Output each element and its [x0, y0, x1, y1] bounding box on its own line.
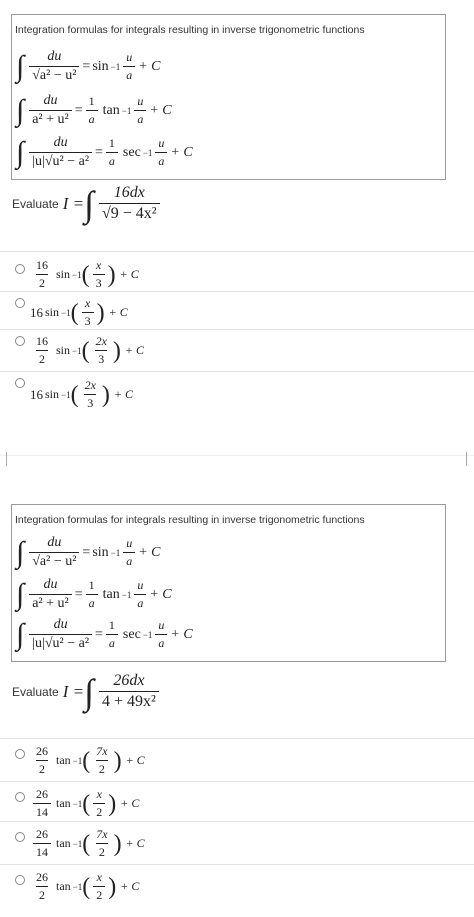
radio-button[interactable] [15, 832, 25, 842]
divider [0, 455, 474, 456]
answer-expression: $\frac{26}{14}$ tan −1 ( $\frac{x}{2}$ ) + C [30, 787, 139, 820]
argument-fraction: $\frac{u}{a}$ [155, 136, 167, 169]
integral-sign: ∫ [16, 49, 25, 83]
integral-sign: ∫ [16, 135, 25, 169]
formula-row-tan: ∫ $\frac{du}{\text{a² + u²}}$ = $\frac{1}{a}$ tan −1 $\frac{u}{a}$ + C [16, 93, 172, 127]
answer-option-4[interactable] [0, 371, 474, 416]
formula-row-sec: ∫ $\frac{du}{\text{|u|√u² − a²}}$ = $\frac{1}{a}$ sec −1 $\frac{u}{a}$ + C [16, 617, 193, 651]
answer-option-3[interactable] [0, 821, 474, 865]
formula-fraction: $\frac{du}{\text{|u|√u² − a²}}$ [29, 617, 92, 652]
radio-button[interactable] [15, 264, 25, 274]
answer-expression: 16 sin −1 ( $\frac{2x}{3}$ ) + C [30, 378, 134, 410]
argument-fraction: $\frac{u}{a}$ [155, 618, 167, 651]
answer-expression: $\frac{16}{2}$ sin −1 ( $\frac{x}{3}$ ) + C [36, 258, 139, 290]
evaluate-prompt [12, 672, 162, 711]
answer-expression: $\frac{26}{2}$ tan −1 ( $\frac{7x}{2}$ ) + C [36, 744, 145, 776]
formula-row-sin: ∫ $\frac{du}{\text{√a² − u²}}$ = sin −1 $\frac{u}{a}$ + C [16, 535, 161, 569]
integral-sign: ∫ [84, 671, 94, 712]
answer-expression: $\frac{16}{2}$ sin −1 ( $\frac{2x}{3}$ ) + C [36, 334, 145, 366]
formula-fraction: $\frac{du}{\text{a² + u²}}$ [29, 93, 72, 128]
formula-box-title: Integration formulas for integrals resulting in inverse trigonometric functions [15, 514, 365, 526]
integral-sign: ∫ [84, 183, 94, 224]
answer-expression: 16 sin −1 ( $\frac{x}{3}$ ) + C [30, 296, 128, 328]
radio-button[interactable] [15, 749, 25, 759]
formula-fraction: $\frac{du}{\text{√a² − u²}}$ [29, 535, 79, 570]
radio-button[interactable] [15, 378, 25, 388]
formula-box-title: Integration formulas for integrals resulting in inverse trigonometric functions [15, 24, 365, 36]
formula-fraction: $\frac{du}{\text{√a² − u²}}$ [29, 49, 79, 84]
formula-box [11, 504, 446, 662]
answer-option-4[interactable] [0, 864, 474, 915]
argument-fraction: $\frac{u}{a}$ [123, 536, 135, 569]
evaluate-variable: I = [62, 681, 85, 701]
formula-fraction: $\frac{du}{\text{|u|√u² − a²}}$ [29, 135, 92, 170]
integral-sign: ∫ [16, 577, 25, 611]
answer-option-2[interactable] [0, 781, 474, 822]
answer-option-2[interactable] [0, 291, 474, 330]
coefficient-fraction: $\frac{1}{a}$ [86, 94, 98, 127]
coefficient-fraction: $\frac{1}{a}$ [86, 578, 98, 611]
formula-row-tan: ∫ $\frac{du}{\text{a² + u²}}$ = $\frac{1}{a}$ tan −1 $\frac{u}{a}$ + C [16, 577, 172, 611]
formula-fraction: $\frac{du}{\text{a² + u²}}$ [29, 577, 72, 612]
evaluate-variable: I = [62, 193, 85, 213]
argument-fraction: $\frac{u}{a}$ [123, 50, 135, 83]
radio-button[interactable] [15, 336, 25, 346]
integral-sign: ∫ [16, 93, 25, 127]
integral-sign: ∫ [16, 535, 25, 569]
argument-fraction: $\frac{u}{a}$ [134, 578, 146, 611]
integrand: $\frac{16dx}{\text{√9 − 4x²}}$ [99, 184, 160, 223]
formula-row-sin: ∫ $\frac{du}{\text{√a² − u²}}$ = sin −1 $\frac{u}{a}$ + C [16, 49, 161, 83]
divider-mark-right [466, 452, 474, 466]
integrand: $\frac{26dx}{\text{4 + 49x²}}$ [99, 672, 159, 711]
coefficient-fraction: $\frac{1}{a}$ [106, 618, 118, 651]
formula-box [11, 14, 446, 180]
answer-option-3[interactable] [0, 329, 474, 372]
answer-option-1[interactable] [0, 738, 474, 782]
formula-row-sec: ∫ $\frac{du}{\text{|u|√u² − a²}}$ = $\frac{1}{a}$ sec −1 $\frac{u}{a}$ + C [16, 135, 193, 169]
divider-mark-left [6, 452, 15, 466]
coefficient-fraction: $\frac{1}{a}$ [106, 136, 118, 169]
integral-sign: ∫ [16, 617, 25, 651]
answer-expression: $\frac{26}{14}$ tan −1 ( $\frac{7x}{2}$ ) + C [30, 827, 145, 860]
evaluate-label: Evaluate [12, 684, 59, 699]
radio-button[interactable] [15, 298, 25, 308]
radio-button[interactable] [15, 875, 25, 885]
evaluate-prompt [12, 184, 163, 223]
radio-button[interactable] [15, 792, 25, 802]
answer-expression: $\frac{26}{2}$ tan −1 ( $\frac{x}{2}$ ) + C [36, 870, 140, 902]
evaluate-label: Evaluate [12, 196, 59, 211]
argument-fraction: $\frac{u}{a}$ [134, 94, 146, 127]
answer-option-1[interactable] [0, 251, 474, 292]
